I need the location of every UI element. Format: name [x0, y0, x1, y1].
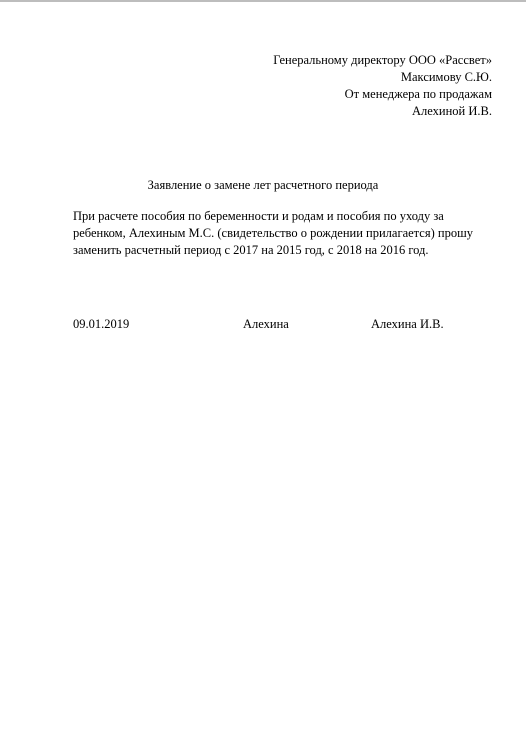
- document-title: Заявление о замене лет расчетного периода: [147, 178, 379, 192]
- recipient-line-sender-name: Алехиной И.В.: [412, 104, 492, 118]
- signature-mark: Алехина: [243, 317, 289, 331]
- recipient-line-director: Генеральному директору ООО «Рассвет»: [273, 53, 492, 67]
- recipient-block: [273, 52, 492, 120]
- signature-date: 09.01.2019: [73, 317, 130, 331]
- body-line-1: При расчете пособия по беременности и родам и пособия по уходу за: [73, 209, 444, 223]
- recipient-line-sender: От менеджера по продажам: [344, 87, 492, 101]
- body-line-3: заменить расчетный период с 2017 на 2015 год, с 2018 на 2016 год.: [73, 243, 429, 257]
- document-body: [73, 208, 493, 259]
- signature-name: Алехина И.В.: [371, 317, 444, 331]
- recipient-line-director-name: Максимову С.Ю.: [400, 70, 492, 84]
- body-line-2: ребенком, Алехиным М.С. (свидетельство о рождении прилагается) прошу: [73, 226, 473, 240]
- top-rule: [0, 0, 526, 2]
